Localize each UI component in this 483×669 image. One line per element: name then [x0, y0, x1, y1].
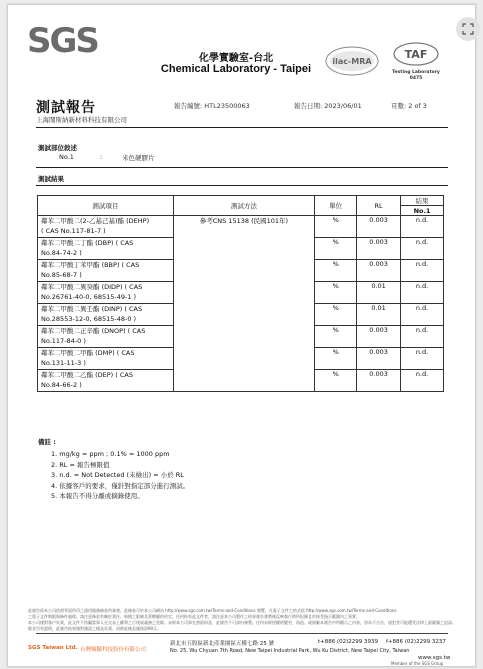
footer-divider [36, 633, 448, 634]
note-item: 4. 依據客戶的要求，僅針對指定部分進行測試。 [51, 481, 190, 490]
result-cell: n.d. [401, 304, 444, 326]
col-header-rl: RL [357, 196, 401, 216]
lab-name-en: Chemical Laboratory - Taipei [160, 63, 312, 75]
notes-section [38, 437, 189, 502]
test-item: 鄰苯二甲酸二(2-乙基己基)酯 (DEHP) ( CAS No.117-81-7 ) [38, 216, 174, 238]
page-count: 頁數: 2 of 3 [391, 102, 427, 110]
col-header-unit: 單位 [315, 196, 357, 216]
report-page [7, 4, 476, 667]
col-header-item: 測試項目 [38, 196, 174, 216]
rl-cell: 0.01 [357, 304, 401, 326]
address-cn: 新北市五股區新北產業園區五權七路 25 號 [170, 641, 274, 647]
test-item: 鄰苯二甲酸二異癸酯 (DIDP) ( CAS No.26761-40-0, 68515-49-1 ) [38, 282, 174, 304]
test-item: 鄰苯二甲酸丁苯甲酯 (BBP) ( CAS No.85-68-7 ) [38, 260, 174, 282]
company-name-cn: 台灣檢驗科技股份有限公司 [80, 647, 147, 653]
col-header-result: 結果 [401, 196, 444, 206]
company-name: SGS Taiwan Ltd. [28, 645, 78, 651]
notes-heading: 備註 : [38, 438, 56, 446]
sgs-logo [26, 19, 106, 59]
col-header-method: 測試方法 [173, 196, 315, 216]
taf-caption: Testing Laboratory 0475 [392, 70, 440, 81]
part-sep: : [100, 153, 103, 161]
test-method: 參考CNS 15138 (民國101年) [173, 216, 315, 392]
part-desc: 米色硬膠片 [122, 154, 155, 162]
result-cell: n.d. [401, 348, 444, 370]
part-no: No.1 [59, 153, 74, 161]
tel: t+886 (02)2299 3939 [318, 639, 379, 645]
result-cell: n.d. [401, 238, 444, 260]
test-item: 鄰苯二甲酸二異壬酯 (DINP) ( CAS No.28553-12-0, 68515-48-0 ) [38, 304, 174, 326]
website: www.sgs.tw [418, 655, 451, 661]
note-item: 3. n.d. = Not Detected (未檢出) = 小於 RL [51, 471, 184, 479]
zoom-button[interactable] [456, 17, 480, 41]
ilac-mra-logo [324, 43, 380, 79]
test-item: 鄰苯二甲酸二正辛酯 (DNOP) ( CAS No.117-84-0 ) [38, 326, 174, 348]
rl-cell: 0.003 [357, 238, 401, 260]
footer-fine-print: 之電子文件期限與條件處理。請注意條款有關於責任、賠償之限制及管轄權的約定。任何持有此文件者，請注意本公司製作之結果報告書將僅反映執行時所紀錄且於接受指示範圍內之事實。 [28, 614, 360, 619]
member-of-sgs: Member of the SGS Group [391, 661, 444, 666]
result-cell: n.d. [401, 370, 444, 392]
unit-cell: % [315, 238, 357, 260]
note-item: 2. RL = 報告極限值 [51, 460, 110, 469]
col-header-no1: No.1 [401, 206, 444, 216]
divider [36, 185, 448, 186]
unit-cell: % [315, 282, 357, 304]
unit-cell: % [315, 216, 357, 238]
results-heading: 測試結果 [38, 175, 64, 183]
part-heading: 測試部位敘述 [38, 144, 77, 152]
test-item: 鄰苯二甲酸二乙酯 (DEP) ( CAS No.84-66-2 ) [38, 370, 174, 392]
unit-cell: % [315, 326, 357, 348]
result-cell: n.d. [401, 216, 444, 238]
address-en: No. 25, Wu Chyuan 7th Road, New Taipei Industrial Park, Wu Ku District, New Taipei City, Taiwan [170, 648, 410, 654]
divider [36, 127, 448, 128]
rl-cell: 0.003 [357, 260, 401, 282]
results-table [37, 195, 444, 392]
svg-text:ilac-MRA: ilac-MRA [332, 57, 372, 66]
report-title: 測試報告 [36, 100, 96, 116]
client-company: 上海鬧斯納新材料科技有限公司 [36, 116, 127, 124]
report-date: 報告日期: 2023/06/01 [294, 102, 362, 110]
report-number: 報告編號: HTL23500063 [174, 102, 250, 110]
footer-fine-print: 此報告係本公司依照背面所印之通用服務條款所簽發，此條款可於本公司網站 http://www.sgs.com.tw/Terms-and-Conditions 閱覽，凡電子文件之格式依 http://www.sgs.com.tw/Terms-and-Conditions [28, 608, 397, 613]
rl-cell: 0.003 [357, 348, 401, 370]
footer-fine-print: 除非另有說明，此報告結果僅對測試之樣品負責，同時此樣品僅保留90天。 [28, 626, 162, 631]
rl-cell: 0.003 [357, 370, 401, 392]
rl-cell: 0.003 [357, 326, 401, 348]
note-item: 5. 本報告不得分離或摘錄使用。 [51, 492, 144, 500]
zoom-icon [462, 23, 474, 35]
result-cell: n.d. [401, 326, 444, 348]
svg-text:SGS: SGS [27, 21, 98, 59]
footer-fine-print: 本公司僅對客戶負責，此文件不妨礙當事人在交易上權利之行使或義務之免除。未經本公司事先書面同意，此報告不可部份複製。任何未經授權的變更、偽造、或曲解本報告中所顯示之內容，皆為不合法，違犯者可能遭受法律上最嚴厲之追訴。 [28, 620, 456, 625]
divider [36, 167, 448, 168]
rl-cell: 0.003 [357, 216, 401, 238]
rl-cell: 0.01 [357, 282, 401, 304]
test-item: 鄰苯二甲酸二甲酯 (DMP) ( CAS No.131-11-3 ) [38, 348, 174, 370]
lab-name-cn: 化學實驗室-台北 [198, 53, 274, 64]
result-cell: n.d. [401, 260, 444, 282]
table-row [38, 216, 444, 238]
unit-cell: % [315, 304, 357, 326]
svg-text:TAF: TAF [404, 48, 428, 61]
unit-cell: % [315, 370, 357, 392]
test-item: 鄰苯二甲酸二丁酯 (DBP) ( CAS No.84-74-2 ) [38, 238, 174, 260]
fax: f+886 (02)2299 3237 [386, 639, 446, 645]
note-item: 1. mg/kg = ppm ; 0.1% = 1000 ppm [51, 450, 170, 458]
unit-cell: % [315, 348, 357, 370]
result-cell: n.d. [401, 282, 444, 304]
unit-cell: % [315, 260, 357, 282]
